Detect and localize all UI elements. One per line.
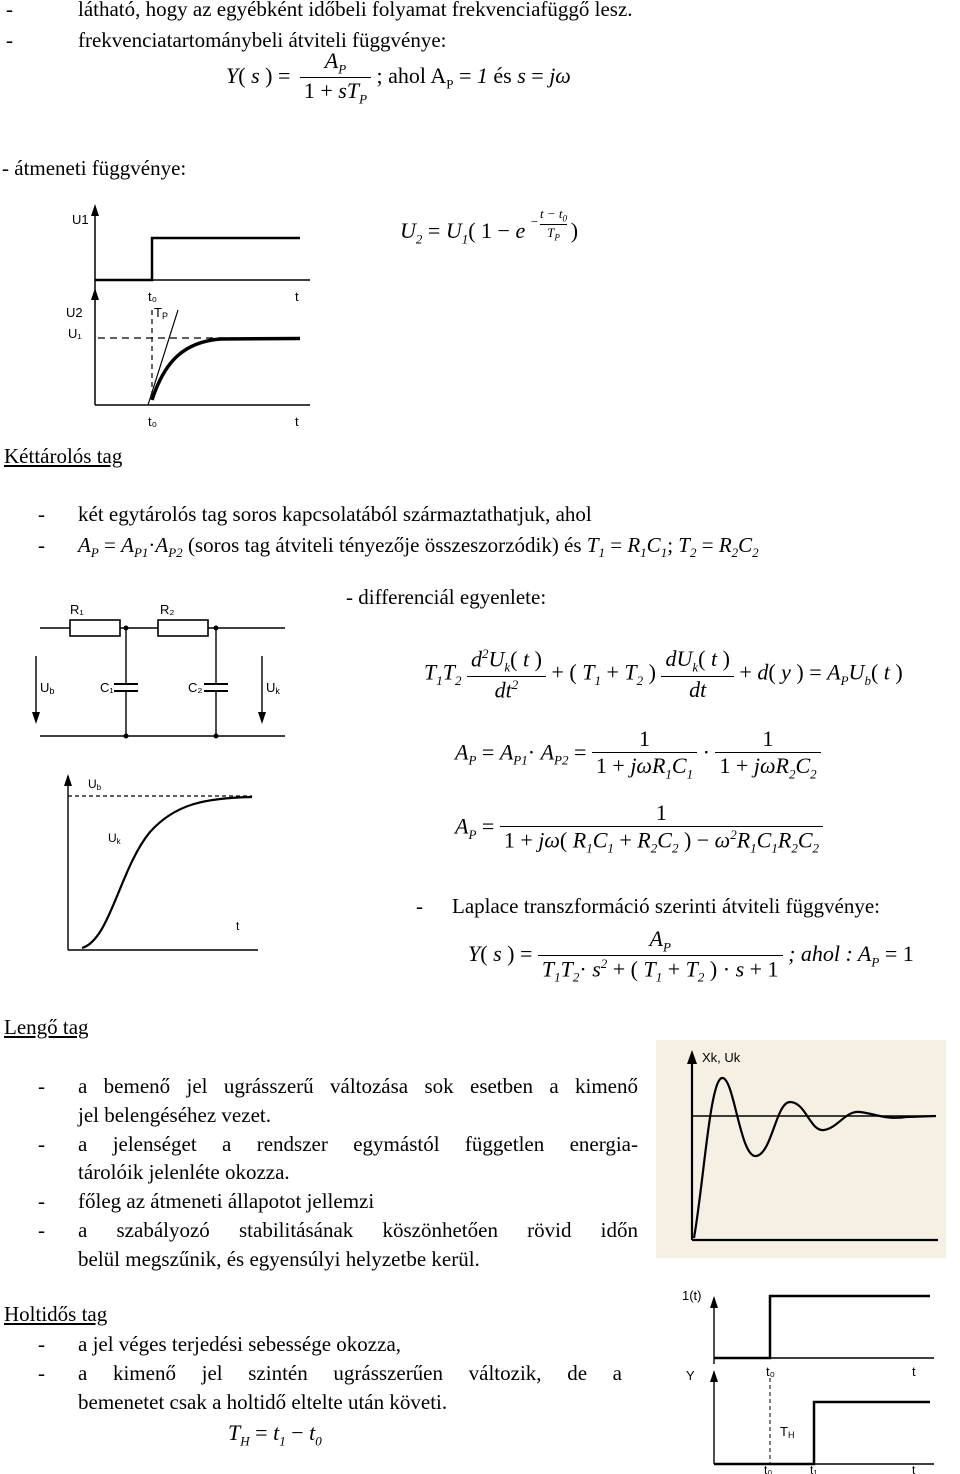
- t-top-label: t: [295, 289, 299, 304]
- t0-bot-dt-label: t₀: [764, 1463, 773, 1474]
- t0-bot-label: t₀: [148, 414, 158, 429]
- ub-curve-label: Ub: [88, 777, 102, 792]
- rc-circuit-diagram: [30, 600, 292, 750]
- y-label: Y: [686, 1368, 695, 1383]
- differential-equation: $T_1T_2$ $\frac{d^2U_k( t )}{dt^2}$ + ( $T_1 + T_2$ ) $\frac{dU_k( t )}{dt}$ + d( y ) = $A_PU_b$( t ): [424, 646, 903, 703]
- t-top-dt-label: t: [912, 1364, 916, 1379]
- t1-bot-dt-label: t₁: [810, 1463, 818, 1474]
- one-t-label: 1(t): [682, 1288, 702, 1303]
- holtido-bullet-1: - a jel véges terjedési sebessége okozza,: [38, 1332, 402, 1356]
- u1-label: U1: [72, 212, 89, 227]
- ap-expanded-equation: $A_P$ = $\frac{1}{1 + j\omega( R_1C_1 + R_2C_2 ) - \omega^2R_1C_1R_2C_2}$: [455, 800, 823, 857]
- diff-equation-label: - differenciál egyenlete:: [346, 585, 547, 609]
- resistor-r2: [158, 620, 208, 636]
- ub-label: Ub: [40, 680, 55, 696]
- lengo-bullet-2: - a jelenséget a rendszer egymástól független energia-: [38, 1132, 638, 1156]
- lengo-bullet-4: - a szabályozó stabilitásának köszönhetően rövid időn: [38, 1218, 638, 1242]
- ap-product-equation: $A_P = A_{P1}\cdot A_{P2}$ = $\frac{1}{1 + j\omega R_1C_1}$ · $\frac{1}{1 + j\omega R_2C_2}$: [455, 726, 821, 782]
- u2-label: U2: [66, 305, 83, 320]
- lengo-bullet-1b: jel belengéséhez vezet.: [78, 1103, 271, 1127]
- dead-time-figure: [672, 1282, 942, 1474]
- ketarolos-bullet-2: - $A_P = A_{P1}\cdot A_{P2}$ (soros tag átviteli tényezője összeszorzódik) és $T_1 = R_1C_1$; $T_2 = R_2C_2$: [38, 533, 759, 561]
- c1-label: C₁: [100, 680, 114, 695]
- t-bot-dt-label: t: [912, 1463, 916, 1474]
- t-bot-label: t: [295, 414, 299, 429]
- t0-top-label: t₀: [148, 289, 158, 304]
- exponent: − $\frac{t - t_0}{T_P}$: [530, 206, 567, 243]
- step-response-formula: $U_2 = U_1$( 1 − e − $\frac{t - t_0}{T_P}$ ): [400, 206, 579, 247]
- tp-label: TP: [154, 305, 168, 321]
- t-curve-label: t: [236, 919, 240, 933]
- uk-label: Uk: [266, 680, 280, 696]
- dead-time-formula: $T_H = t_1 - t_0$: [228, 1420, 322, 1449]
- holtido-bullet-2: - a kimenő jel szintén ugrásszerűen változik, de a: [38, 1361, 622, 1385]
- oscillation-axis-label: Xk, Uk: [702, 1050, 741, 1065]
- lengo-bullet-4b: belül megszűnik, és egyensúlyi helyzetbe kerül.: [78, 1247, 480, 1271]
- lengo-bullet-2b: tárolóik jelenléte okozza.: [78, 1160, 290, 1184]
- c2-label: C₂: [188, 680, 203, 695]
- uk-curve-label: Uk: [108, 831, 121, 846]
- laplace-bullet: - Laplace transzformáció szerinti átviteli függvénye:: [416, 894, 880, 918]
- t0-top-dt-label: t₀: [766, 1364, 776, 1379]
- r1-label: R₁: [70, 602, 84, 617]
- lengo-bullet-3: - főleg az átmeneti állapotot jellemzi: [38, 1189, 375, 1213]
- s-curve-response: [40, 768, 262, 958]
- oscillation-response-figure: [656, 1040, 946, 1258]
- laplace-transfer-function: Y( s ) = $\frac{A_P}{T_1T_2\cdot s^2 + ( T_1 + T_2 ) \cdot s + 1}$ ; ahol : $A_P = 1$: [468, 926, 914, 986]
- intro-bullet-1: - látható, hogy az egyébként időbeli folyamat frekvenciafüggő lesz.: [6, 0, 633, 21]
- section-heading-lengo: Lengő tag: [4, 1015, 89, 1039]
- th-label: TH: [780, 1424, 795, 1440]
- holtido-bullet-2b: bemenetet csak a holtidő eltelte után követi.: [78, 1390, 448, 1414]
- intro-bullet-2: - frekvenciatartománybeli átviteli függvénye:: [6, 28, 447, 52]
- step-response-figure: [60, 200, 320, 430]
- section-heading-ketarolos: Kéttárolós tag: [4, 444, 123, 468]
- resistor-r1: [70, 620, 120, 636]
- section-heading-holtido: Holtidős tag: [4, 1302, 108, 1326]
- transfer-function-formula: Y( s ) = $\frac{A_P}{1 + sT_P}$ ; ahol $A_P = 1$ és s = jω: [226, 48, 571, 107]
- lengo-bullet-1: - a bemenő jel ugrásszerű változása sok esetben a kimenő: [38, 1074, 638, 1098]
- ketarolos-bullet-1: - két egytárolós tag soros kapcsolatából származtathatjuk, ahol: [38, 502, 592, 526]
- u1b-label: U₁: [68, 326, 82, 341]
- intro-bullet-3: - átmeneti függvénye:: [2, 156, 187, 180]
- r2-label: R₂: [160, 602, 175, 617]
